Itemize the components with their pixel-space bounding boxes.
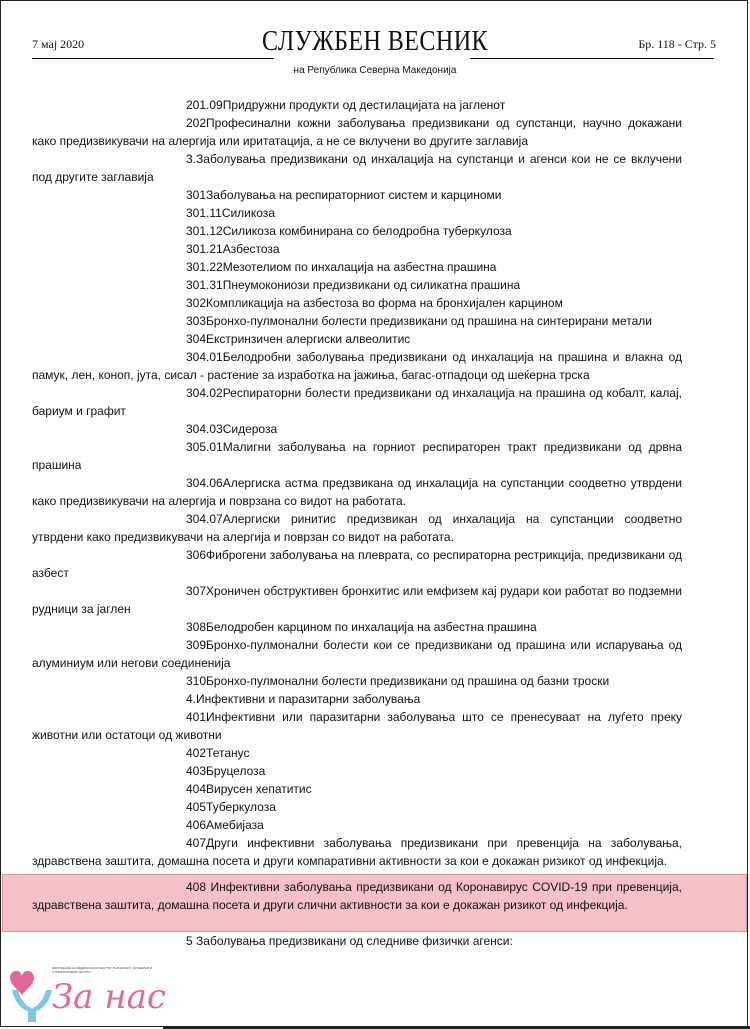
paragraph-code: 3.	[186, 152, 197, 166]
paragraph-code: 304.01	[186, 350, 223, 364]
paragraph-code: 301.12	[186, 224, 223, 238]
header-title: СЛУЖБЕН ВЕСНИК	[261, 26, 489, 57]
paragraph-code: 301.21	[186, 242, 223, 256]
paragraph-text: Вирусен хепатитис	[206, 782, 312, 796]
paragraph	[32, 276, 682, 294]
paragraph	[32, 150, 682, 186]
paragraph	[32, 312, 682, 330]
paragraph	[32, 762, 682, 780]
paragraph-text: Инфективни и паразитарни заболувања	[196, 692, 421, 706]
paragraph-text: Туберкулоза	[206, 800, 276, 814]
paragraph-code: 301.31	[186, 278, 223, 292]
header-subtitle: на Република Северна Македонија	[293, 65, 457, 76]
paragraph-code: 308	[186, 620, 207, 634]
paragraph-text: Сидероза	[222, 422, 278, 436]
paragraph-text: Алергиски ринитис предизвикан од инхалација на супстанции соодветно утврдени како предизвикувачи на алергија и поврзан со видот на работата.	[32, 512, 682, 544]
paragraph-code: 305.01	[186, 440, 223, 454]
paragraph-text: Силикоза комбинирана со белодробна туберкулоза	[222, 224, 512, 238]
paragraph	[32, 708, 682, 744]
paragraph	[32, 546, 682, 582]
paragraph-code: 404	[186, 782, 207, 796]
paragraph	[32, 618, 682, 636]
paragraph-text: Силикоза	[221, 206, 275, 220]
paragraph-text: Тетанус	[206, 746, 250, 760]
paragraph-text: Респираторни болести предизвикани од инхалација на прашина од кобалт, калај, бариум и графит	[32, 386, 682, 418]
highlighted-paragraph	[32, 878, 682, 914]
paragraph-text: Бруцелоза	[206, 764, 266, 778]
paragraph-code: 401	[186, 710, 207, 724]
paragraph-code: 304.02	[186, 386, 223, 400]
paragraph	[32, 816, 682, 834]
paragraph	[32, 744, 682, 762]
header-rule-left	[32, 58, 274, 59]
paragraph	[32, 582, 682, 618]
paragraph	[32, 348, 682, 384]
paragraph	[32, 834, 682, 870]
paragraph	[32, 932, 682, 950]
paragraph-code: 302	[186, 296, 207, 310]
paragraph-text: Малигни заболувања на горниот респираторен тракт предизвикани од дрвна прашина	[32, 440, 682, 472]
paragraph-code: 301.22	[186, 260, 223, 274]
paragraph-code: 303	[186, 314, 207, 328]
paragraph	[32, 114, 682, 150]
paragraph-text: Мезотелиом по инхалација на азбестна прашина	[222, 260, 497, 274]
paragraph-code: 402	[186, 746, 207, 760]
paragraph-text: Амебијаза	[206, 818, 264, 832]
paragraph	[32, 204, 682, 222]
paragraph-text: Белодробен карцином по инхалација на азбестна прашина	[206, 620, 537, 634]
paragraph	[32, 330, 682, 348]
paragraph	[32, 672, 682, 690]
paragraph	[32, 420, 682, 438]
paragraph-text: Заболувања на респираторниот систем и карциноми	[206, 188, 502, 202]
last-paragraph-block	[32, 932, 682, 950]
header-rule-right	[470, 58, 714, 59]
paragraph-text: Инфективни или паразитарни заболувања што се пренесуваат на луѓето преку животни или остатоци од животни	[32, 710, 682, 742]
paragraph-text: Фиброгени заболувања на плеврата, со респираторна рестрикција, предизвикани од азбест	[32, 548, 682, 580]
paragraph-text: Професинални кожни заболувања предизвикани од супстанци, научно докажани како предизвикувачи на алергија или иритатација, а не се вклучени во другите заглавија	[32, 116, 682, 148]
logo-text: За нас	[52, 977, 166, 1017]
paragraph-code: 202	[186, 116, 207, 130]
paragraph-code: 406	[186, 818, 207, 832]
paragraph	[32, 384, 682, 420]
paragraph-text: Компликација на азбестоза во форма на бронхијален карцином	[206, 296, 563, 310]
logo-tagline: ЗДРУЖЕНИЕ НА МЕДИЦИНСКИ СЕСТРИ, ТЕХНИЧАРИ, АКУШЕРКИ И СТОМАТОЛОШКИ СЕСТРИ	[52, 966, 152, 974]
paragraph-text: Пнеумокониози предизвикани од силикатна прашина	[222, 278, 521, 292]
header-page-number: Бр. 118 - Стр. 5	[638, 37, 716, 51]
paragraph	[32, 780, 682, 798]
paragraph	[32, 186, 682, 204]
paragraph-code: 306	[186, 548, 207, 562]
paragraph-code: 201.09	[186, 98, 223, 112]
paragraph	[32, 96, 682, 114]
paragraph	[32, 474, 682, 510]
paragraph-code: 307	[186, 584, 207, 598]
paragraph-code: 309	[186, 638, 207, 652]
paragraph-code: 4.	[186, 692, 197, 706]
paragraph	[32, 690, 682, 708]
paragraph-code: 301	[186, 188, 207, 202]
paragraph-text: Белодробни заболувања предизвикани од инхалација на прашина и влакна од памук, лен, коноп, јута, сисал - растение за изработка на јажиња, багас-отпадоци од шеќерна трска	[32, 350, 682, 382]
paragraph-code: 403	[186, 764, 207, 778]
paragraph-code: 304.06	[186, 476, 223, 490]
paragraph	[32, 258, 682, 276]
paragraph-text: Алергиска астма предзвикана од инхалација на супстанции соодветно утврдени како предизвикувачи на алергија и поврзана со видот на работата.	[32, 476, 682, 508]
paragraph-code: 407	[186, 836, 207, 850]
paragraph-text: Екстринзичен алергиски алвеолитис	[206, 332, 411, 346]
paragraph-code: 304.07	[186, 512, 223, 526]
paragraph	[32, 240, 682, 258]
paragraph	[32, 294, 682, 312]
paragraph-code: 304	[186, 332, 207, 346]
paragraph-text: Инфективни заболувања предизвикани од Коронавирус COVID-19 при превенција, здравствена заштита, домашна посета и други слични активности за кои е докажан ризикот од инфекција.	[32, 880, 682, 912]
paragraph-text: Заболувања предизвикани од инхалација на супстанци и агенси кои не се вклучени под другите заглавија	[32, 152, 682, 184]
paragraph	[32, 636, 682, 672]
paragraph-text: Азбестоза	[222, 242, 280, 256]
paragraph	[32, 222, 682, 240]
paragraph-text: Бронхо-пулмонални болести предизвикани од прашина на синтерирани метали	[206, 314, 652, 328]
paragraph-text: Хроничен обструктивен бронхитис или емфизем кај рудари кои работат во подземни рудници за јаглен	[32, 584, 682, 616]
paragraph-code: 5	[186, 934, 193, 948]
paragraph-code: 301.11	[186, 206, 222, 220]
paragraph-code: 405	[186, 800, 207, 814]
paragraph-text: Други инфективни заболувања предизвикани при превенција на заболувања, здравствена заштита, домашна посета и други компаративни активности за кои е докажан ризикот од инфекција.	[32, 836, 682, 868]
paragraph	[32, 798, 682, 816]
paragraph-code: 310	[186, 674, 207, 688]
paragraph-text: Заболувања предизвикани од следниве физички агенси:	[196, 934, 513, 948]
paragraph-text: Придружни продукти од дестилацијата на јагленот	[222, 98, 506, 112]
header-date: 7 мај 2020	[32, 37, 85, 51]
paragraph-code: 408	[186, 880, 207, 894]
document-body	[32, 96, 682, 870]
paragraph-text: Бронхо-пулмонални болести кои се предизвикани од прашина или испарувања од алуминиум или негови соединенија	[32, 638, 682, 670]
paragraph	[32, 510, 682, 546]
paragraph-text: Бронхо-пулмонални болести предизвикани од прашина од базни троски	[206, 674, 610, 688]
paragraph-code: 304.03	[186, 422, 223, 436]
paragraph	[32, 438, 682, 474]
